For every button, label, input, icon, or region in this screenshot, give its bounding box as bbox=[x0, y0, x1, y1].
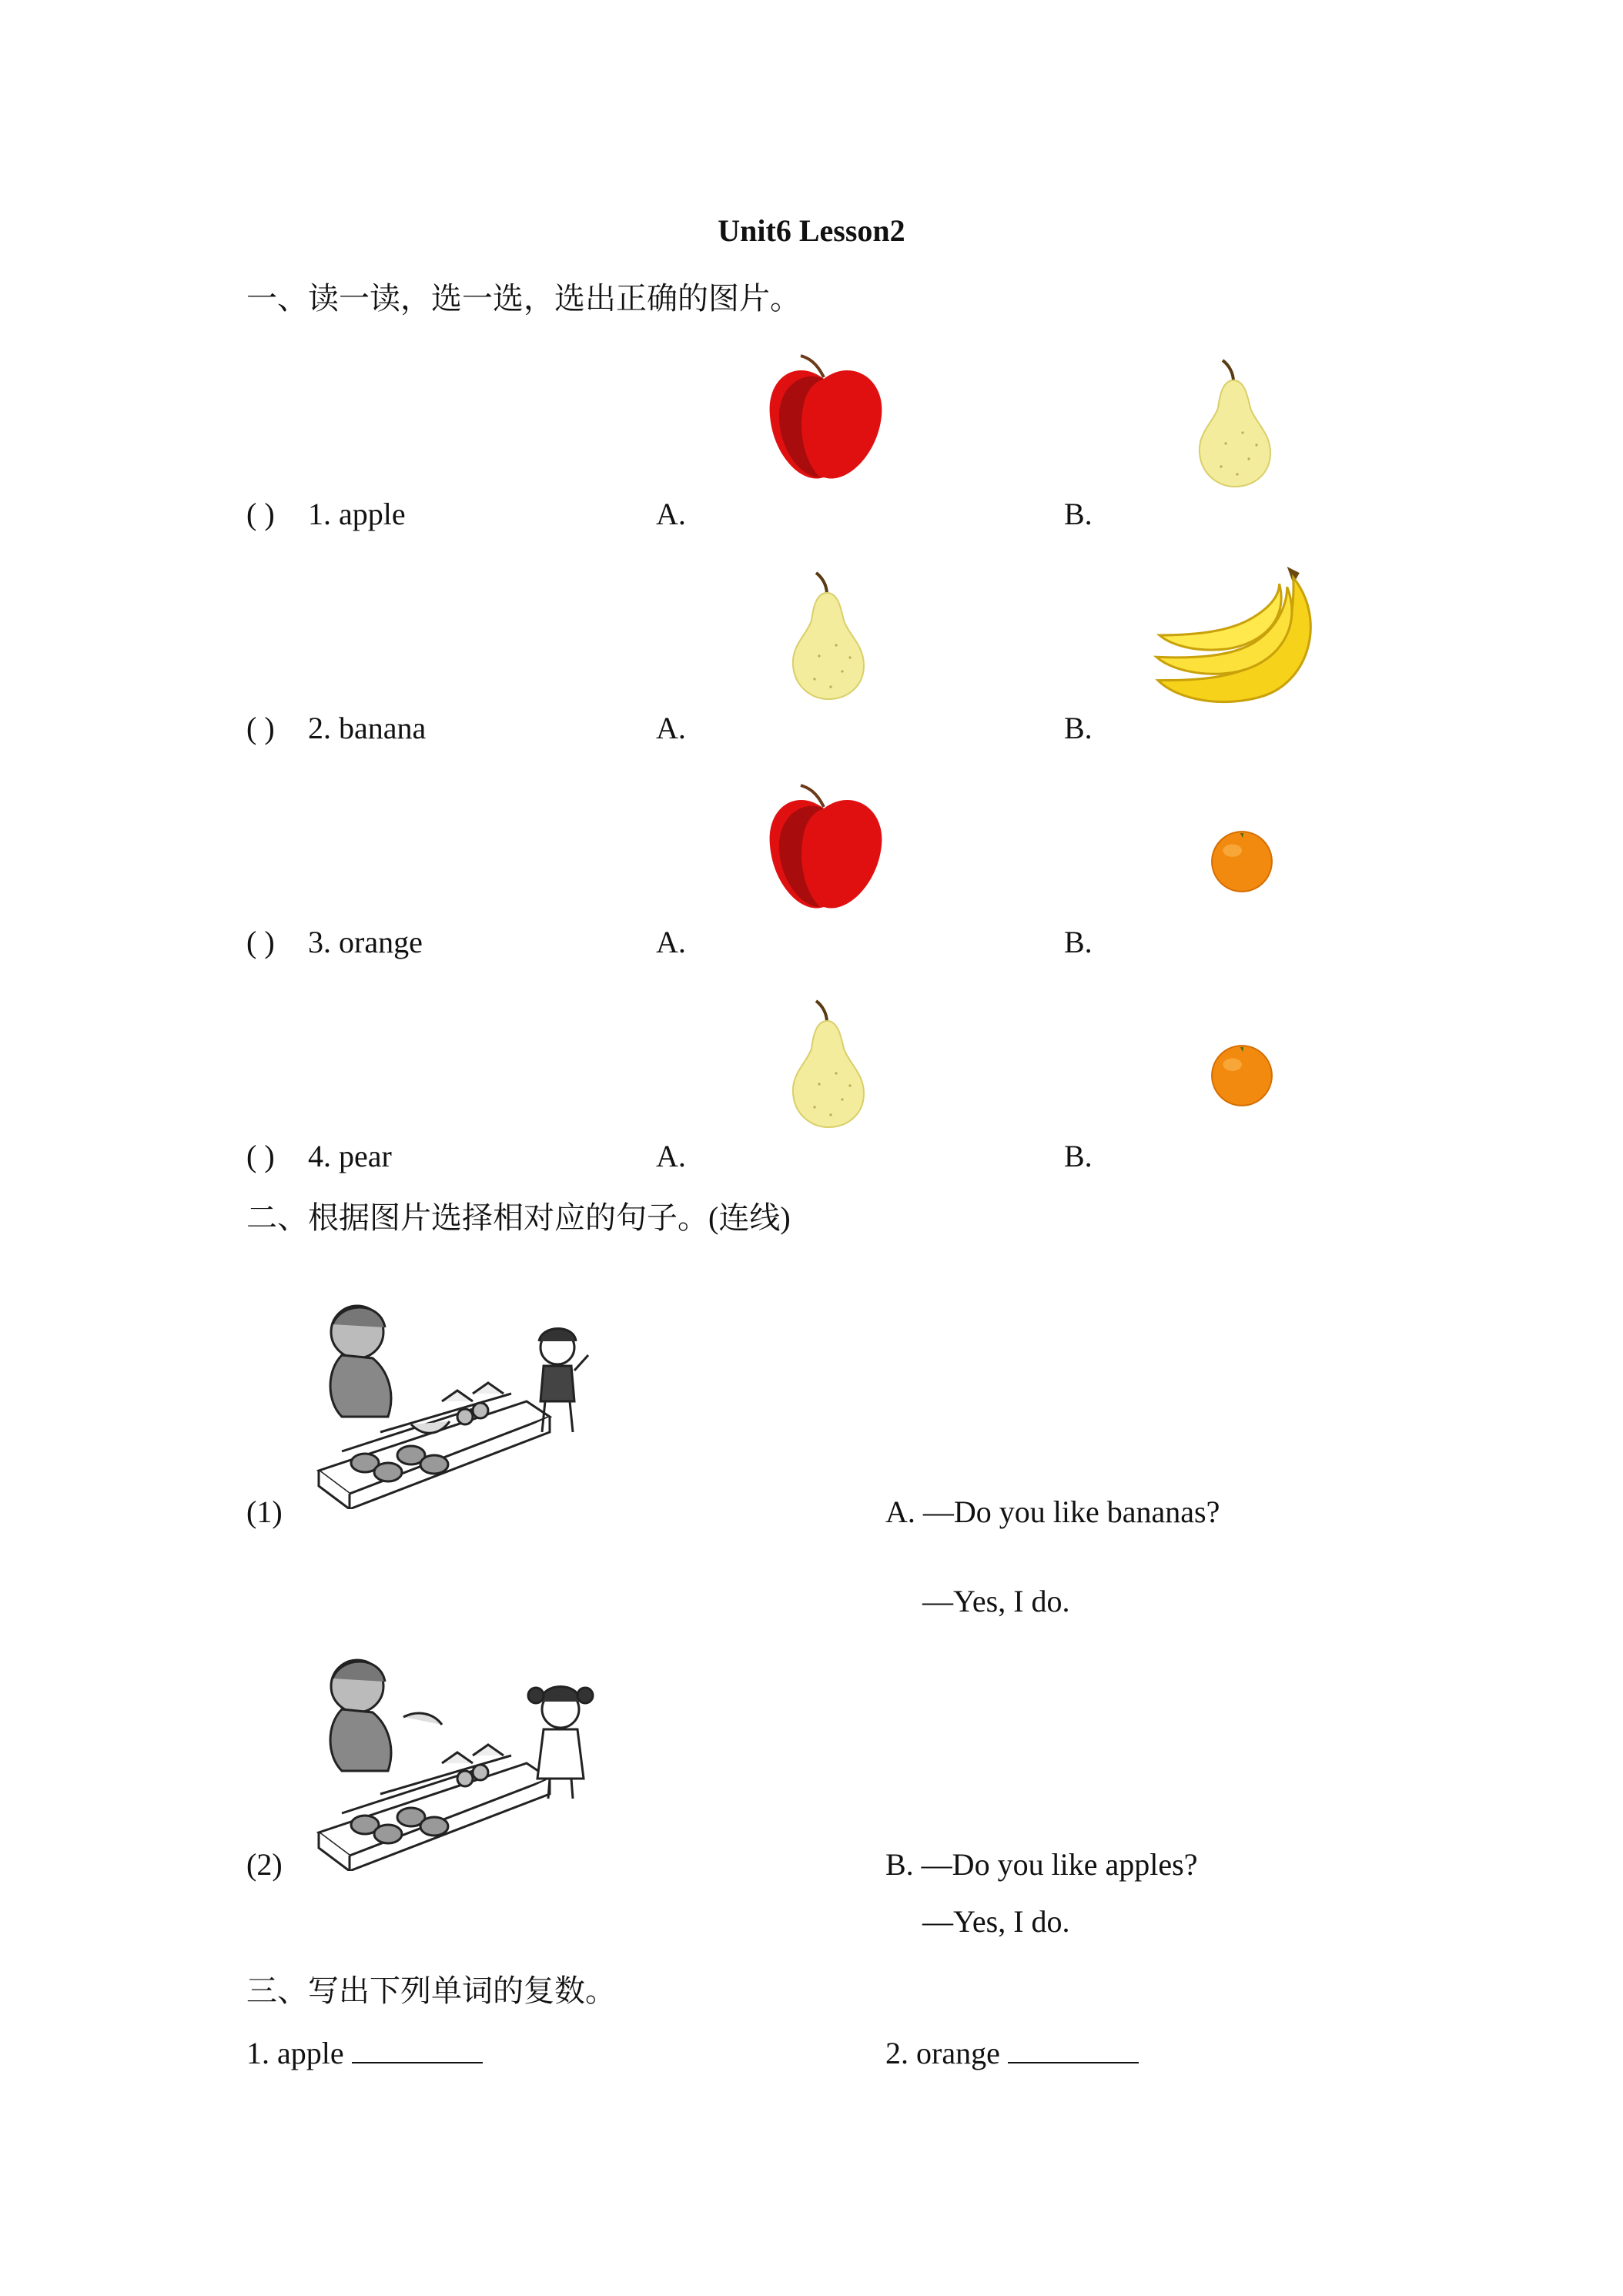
question-label: 4. pear bbox=[308, 1139, 392, 1173]
plural-item bbox=[885, 2033, 1139, 2071]
section2-heading: 二、根据图片选择相对应的句子。(连线) bbox=[246, 1200, 791, 1235]
answer-blank[interactable] bbox=[352, 2033, 483, 2063]
plural-word: 2. orange bbox=[885, 2036, 1000, 2070]
option-b-label: B. bbox=[1064, 497, 1093, 531]
orange-icon[interactable] bbox=[1209, 828, 1275, 895]
plural-item bbox=[246, 2033, 483, 2071]
answer-paren[interactable]: ( ) bbox=[246, 925, 275, 959]
option-a-label: A. bbox=[656, 497, 686, 531]
picture-label: (2) bbox=[246, 1847, 283, 1882]
option-answer: —Yes, I do. bbox=[922, 1904, 1070, 1939]
banana-icon[interactable] bbox=[1144, 564, 1329, 711]
section3-heading: 三、写出下列单词的复数。 bbox=[246, 1973, 616, 2008]
option-b-label: B. bbox=[1064, 925, 1093, 959]
option-question[interactable]: A. —Do you like bananas? bbox=[885, 1494, 1220, 1529]
question-label: 3. orange bbox=[308, 925, 423, 959]
picture-label: (1) bbox=[246, 1494, 283, 1529]
orange-icon[interactable] bbox=[1209, 1043, 1275, 1109]
question-label: 2. banana bbox=[308, 711, 427, 745]
answer-paren[interactable]: ( ) bbox=[246, 1139, 275, 1173]
section1-heading: 一、读一读，选一选，选出正确的图片。 bbox=[246, 281, 801, 316]
option-b-label: B. bbox=[1064, 1139, 1093, 1173]
answer-paren[interactable]: ( ) bbox=[246, 497, 275, 531]
option-b-label: B. bbox=[1064, 711, 1093, 745]
fruit-stall-girl-illustration[interactable] bbox=[296, 1648, 604, 1871]
pear-icon[interactable] bbox=[1195, 359, 1280, 490]
option-a-label: A. bbox=[656, 711, 686, 745]
apple-icon[interactable] bbox=[762, 784, 893, 922]
pear-icon[interactable] bbox=[788, 999, 873, 1130]
option-a-label: A. bbox=[656, 925, 686, 959]
pear-icon[interactable] bbox=[788, 571, 873, 702]
page-title: Unit6 Lesson2 bbox=[718, 213, 905, 248]
fruit-stall-boy-illustration[interactable] bbox=[296, 1294, 604, 1509]
plural-word: 1. apple bbox=[246, 2036, 344, 2070]
answer-paren[interactable]: ( ) bbox=[246, 711, 275, 745]
question-label: 1. apple bbox=[308, 497, 406, 531]
answer-blank[interactable] bbox=[1008, 2033, 1139, 2063]
option-question[interactable]: B. —Do you like apples? bbox=[885, 1847, 1198, 1882]
option-answer: —Yes, I do. bbox=[922, 1584, 1070, 1618]
apple-icon[interactable] bbox=[762, 354, 893, 493]
option-a-label: A. bbox=[656, 1139, 686, 1173]
